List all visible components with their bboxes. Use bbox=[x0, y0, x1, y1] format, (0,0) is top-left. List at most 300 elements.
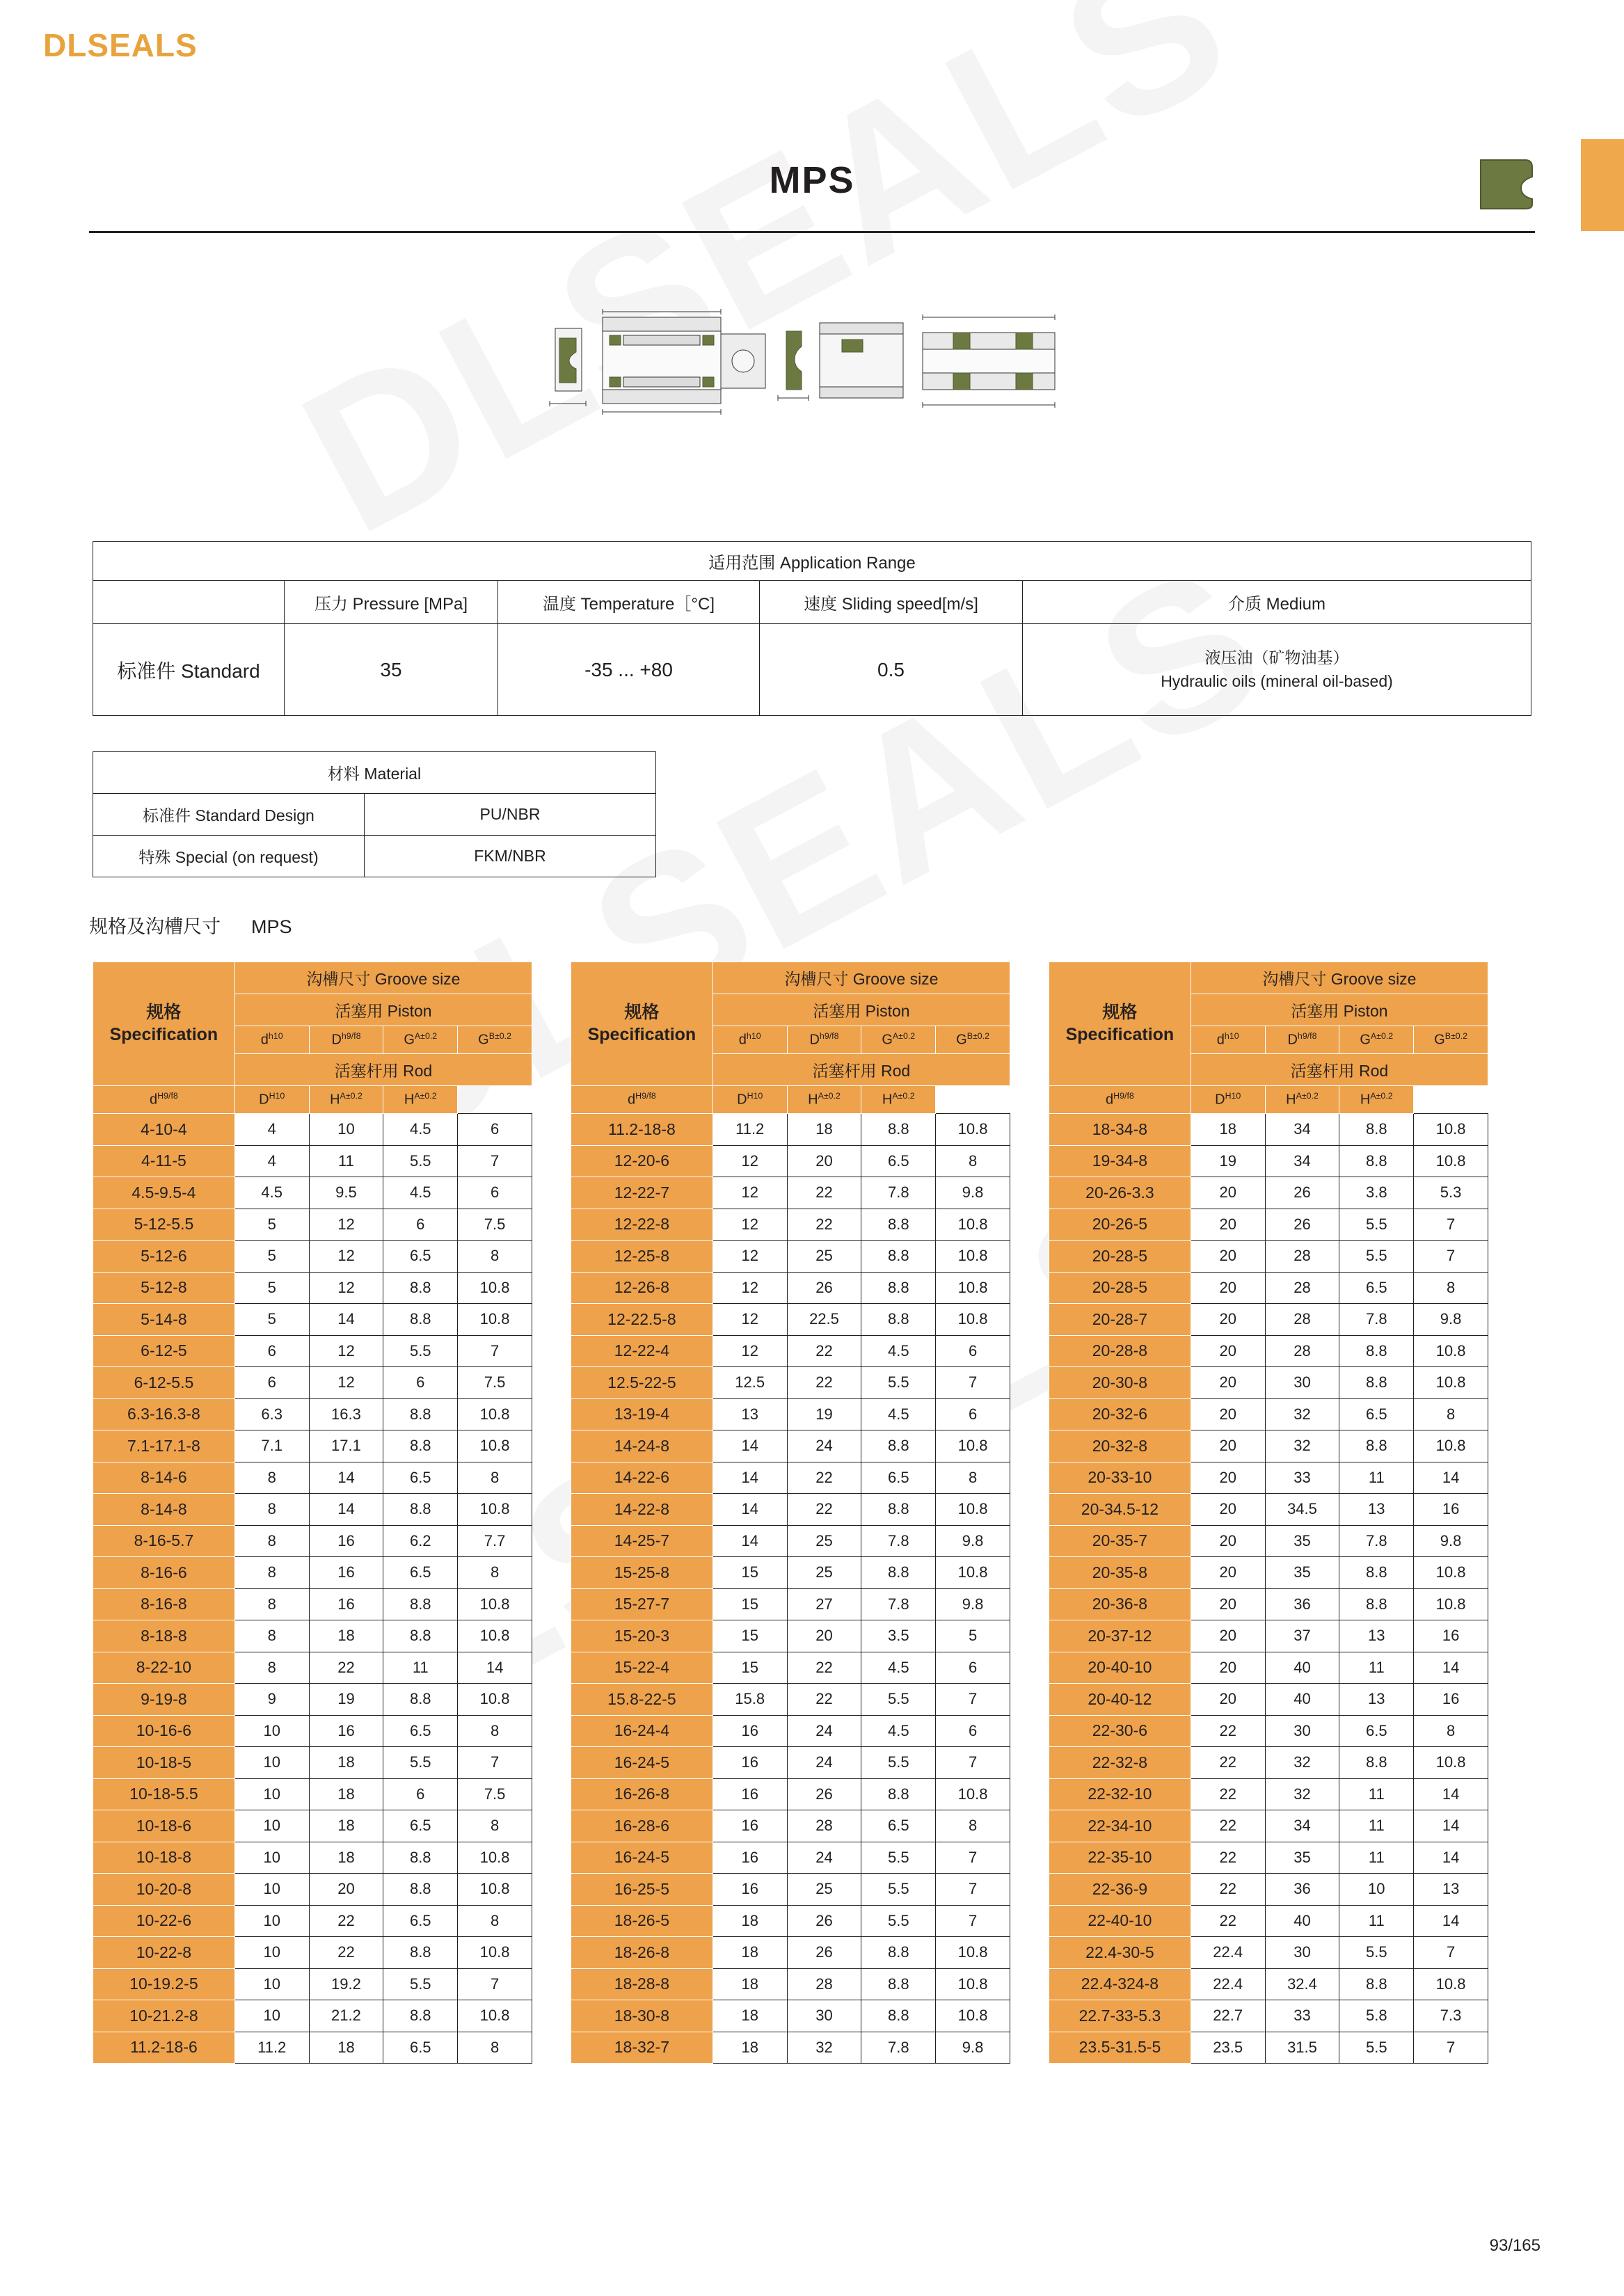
size-row-value: 7.3 bbox=[1414, 2000, 1488, 2032]
size-row-value: 20 bbox=[1191, 1620, 1265, 1652]
size-row-spec: 22-35-10 bbox=[1049, 1842, 1191, 1874]
size-row-value: 8 bbox=[936, 1462, 1010, 1494]
size-row-value: 24 bbox=[787, 1430, 861, 1462]
application-col-pressure: 压力 Pressure [MPa] bbox=[285, 581, 498, 624]
size-row-value: 25 bbox=[787, 1557, 861, 1589]
size-row-value: 14 bbox=[713, 1525, 787, 1557]
application-range-table bbox=[93, 541, 1531, 716]
size-row-value: 3.5 bbox=[861, 1620, 936, 1652]
size-row-spec: 16-24-5 bbox=[571, 1842, 713, 1874]
size-row-spec: 8-14-8 bbox=[93, 1494, 235, 1526]
size-row-value: 5.5 bbox=[1339, 2032, 1414, 2064]
size-row-value: 18 bbox=[309, 1810, 383, 1842]
size-row-value: 11 bbox=[1339, 1810, 1414, 1842]
size-row-value: 8.8 bbox=[1339, 1968, 1414, 2000]
table-row bbox=[571, 1114, 1010, 1146]
table-row bbox=[571, 1652, 1010, 1684]
size-row-value: 5.5 bbox=[861, 1874, 936, 1906]
size-row-value: 13 bbox=[1414, 1874, 1488, 1906]
size-row-value: 5.5 bbox=[861, 1367, 936, 1399]
size-row-value: 20 bbox=[1191, 1209, 1265, 1241]
table-row bbox=[93, 1145, 532, 1177]
size-row-spec: 20-32-8 bbox=[1049, 1430, 1191, 1462]
size-row-spec: 20-28-7 bbox=[1049, 1304, 1191, 1336]
size-row-value: 16 bbox=[713, 1874, 787, 1906]
size-piston-header: 活塞用 Piston bbox=[713, 994, 1010, 1026]
table-row bbox=[571, 1462, 1010, 1494]
size-row-value: 7.8 bbox=[861, 2032, 936, 2064]
size-row-value: 9.8 bbox=[936, 1525, 1010, 1557]
size-row-value: 30 bbox=[1265, 1367, 1339, 1399]
application-medium-en: Hydraulic oils (mineral oil-based) bbox=[1161, 671, 1393, 690]
size-row-value: 35 bbox=[1265, 1557, 1339, 1589]
size-row-value: 25 bbox=[787, 1241, 861, 1273]
size-row-value: 10 bbox=[234, 1778, 309, 1810]
size-row-spec: 15-20-3 bbox=[571, 1620, 713, 1652]
table-row bbox=[571, 1620, 1010, 1652]
size-row-value: 12 bbox=[713, 1209, 787, 1241]
size-row-value: 22 bbox=[1191, 1905, 1265, 1937]
size-row-value: 8.8 bbox=[861, 1430, 936, 1462]
size-row-value: 8.8 bbox=[383, 1684, 458, 1716]
size-row-value: 11.2 bbox=[234, 2032, 309, 2064]
size-row-value: 12 bbox=[713, 1145, 787, 1177]
size-col-rod-1: $D^{H10}$ bbox=[234, 1086, 309, 1114]
size-row-value: 10.8 bbox=[458, 1684, 532, 1716]
size-row-value: 10.8 bbox=[936, 2000, 1010, 2032]
size-row-spec: 10-18-6 bbox=[93, 1810, 235, 1842]
table-row bbox=[93, 1272, 532, 1304]
size-row-value: 12 bbox=[713, 1272, 787, 1304]
size-col-piston-2: $G^{A\pm 0.2}$ bbox=[861, 1026, 936, 1054]
size-row-value: 14 bbox=[1414, 1905, 1488, 1937]
size-row-spec: 11.2-18-8 bbox=[571, 1114, 713, 1146]
size-row-value: 6.5 bbox=[1339, 1272, 1414, 1304]
size-row-value: 14 bbox=[713, 1462, 787, 1494]
size-row-value: 6.5 bbox=[861, 1810, 936, 1842]
size-row-value: 10.8 bbox=[1414, 1557, 1488, 1589]
table-row bbox=[1049, 1937, 1488, 1969]
size-row-value: 7 bbox=[458, 1335, 532, 1367]
table-row bbox=[93, 1177, 532, 1209]
size-row-value: 9.5 bbox=[309, 1177, 383, 1209]
size-row-spec: 10-22-6 bbox=[93, 1905, 235, 1937]
size-col-rod-1: $D^{H10}$ bbox=[1191, 1086, 1265, 1114]
size-row-spec: 4-11-5 bbox=[93, 1145, 235, 1177]
size-row-value: 10.8 bbox=[936, 1304, 1010, 1336]
size-row-value: 26 bbox=[787, 1272, 861, 1304]
page-title: MPS bbox=[769, 159, 855, 201]
size-col-piston-0: $d^{h10}$ bbox=[234, 1026, 309, 1054]
table-row bbox=[1049, 1684, 1488, 1716]
size-row-value: 12.5 bbox=[713, 1367, 787, 1399]
size-row-value: 5.5 bbox=[1339, 1209, 1414, 1241]
size-col-rod-2: $H^{A\pm 0.2}$ bbox=[1265, 1086, 1339, 1114]
size-row-value: 8 bbox=[234, 1525, 309, 1557]
table-row bbox=[571, 2000, 1010, 2032]
size-row-spec: 10-19.2-5 bbox=[93, 1968, 235, 2000]
size-row-value: 26 bbox=[1265, 1209, 1339, 1241]
size-row-spec: 12-22-7 bbox=[571, 1177, 713, 1209]
size-row-value: 10.8 bbox=[458, 1588, 532, 1620]
table-row bbox=[93, 1241, 532, 1273]
table-row bbox=[1049, 1209, 1488, 1241]
size-row-value: 5.5 bbox=[861, 1747, 936, 1779]
size-row-value: 20 bbox=[1191, 1684, 1265, 1716]
size-row-value: 12 bbox=[713, 1304, 787, 1336]
size-row-spec: 22-30-6 bbox=[1049, 1715, 1191, 1747]
table-row bbox=[571, 1335, 1010, 1367]
size-row-spec: 7.1-17.1-8 bbox=[93, 1430, 235, 1462]
size-row-value: 6.2 bbox=[383, 1525, 458, 1557]
table-row bbox=[93, 1114, 532, 1146]
size-row-value: 5 bbox=[234, 1272, 309, 1304]
size-row-value: 10.8 bbox=[458, 1304, 532, 1336]
size-row-value: 6.5 bbox=[1339, 1398, 1414, 1430]
size-col-rod-1: $D^{H10}$ bbox=[713, 1086, 787, 1114]
size-row-value: 18 bbox=[713, 1905, 787, 1937]
size-row-value: 10.8 bbox=[458, 1272, 532, 1304]
table-row bbox=[1049, 1462, 1488, 1494]
size-col-piston-0: $d^{h10}$ bbox=[713, 1026, 787, 1054]
size-row-value: 10.8 bbox=[458, 1398, 532, 1430]
size-row-value: 10.8 bbox=[936, 1241, 1010, 1273]
size-row-value: 8 bbox=[458, 1715, 532, 1747]
size-row-value: 30 bbox=[787, 2000, 861, 2032]
product-drawing bbox=[536, 292, 1099, 445]
size-row-value: 14 bbox=[1414, 1778, 1488, 1810]
size-row-value: 6.5 bbox=[1339, 1715, 1414, 1747]
size-row-value: 35 bbox=[1265, 1842, 1339, 1874]
size-row-spec: 12-22-8 bbox=[571, 1209, 713, 1241]
size-row-spec: 10-20-8 bbox=[93, 1874, 235, 1906]
table-row bbox=[93, 1335, 532, 1367]
application-temperature-value: -35 ... +80 bbox=[498, 624, 760, 716]
size-row-value: 32.4 bbox=[1265, 1968, 1339, 2000]
size-row-value: 13 bbox=[1339, 1620, 1414, 1652]
size-row-value: 15.8 bbox=[713, 1684, 787, 1716]
size-row-value: 22.7 bbox=[1191, 2000, 1265, 2032]
size-row-value: 32 bbox=[1265, 1430, 1339, 1462]
size-row-value: 5 bbox=[234, 1241, 309, 1273]
size-row-value: 14 bbox=[713, 1430, 787, 1462]
size-col-piston-1: $D^{h9/f8}$ bbox=[1265, 1026, 1339, 1054]
size-col-piston-1: $D^{h9/f8}$ bbox=[787, 1026, 861, 1054]
table-row bbox=[571, 1177, 1010, 1209]
size-row-value: 5.5 bbox=[861, 1842, 936, 1874]
size-row-spec: 14-22-6 bbox=[571, 1462, 713, 1494]
size-rod-header: 活塞杆用 Rod bbox=[1191, 1054, 1488, 1086]
table-row bbox=[1049, 1177, 1488, 1209]
size-row-value: 4 bbox=[234, 1114, 309, 1146]
size-row-value: 22 bbox=[787, 1177, 861, 1209]
table-row bbox=[571, 1209, 1010, 1241]
size-row-value: 6.5 bbox=[861, 1462, 936, 1494]
size-row-spec: 20-26-3.3 bbox=[1049, 1177, 1191, 1209]
size-row-value: 10.8 bbox=[1414, 1968, 1488, 2000]
size-row-spec: 8-14-6 bbox=[93, 1462, 235, 1494]
size-row-value: 8 bbox=[458, 1241, 532, 1273]
table-row bbox=[571, 1905, 1010, 1937]
table-row bbox=[93, 1462, 532, 1494]
size-row-value: 16 bbox=[713, 1715, 787, 1747]
size-row-value: 11 bbox=[1339, 1905, 1414, 1937]
size-row-value: 21.2 bbox=[309, 2000, 383, 2032]
size-row-value: 10.8 bbox=[458, 1937, 532, 1969]
size-table-1 bbox=[93, 962, 532, 2064]
size-row-spec: 5-12-5.5 bbox=[93, 1209, 235, 1241]
table-row bbox=[93, 1778, 532, 1810]
size-row-spec: 9-19-8 bbox=[93, 1684, 235, 1716]
size-row-value: 14 bbox=[1414, 1462, 1488, 1494]
size-row-value: 8.8 bbox=[861, 1241, 936, 1273]
size-row-spec: 16-24-5 bbox=[571, 1747, 713, 1779]
size-row-value: 8.8 bbox=[1339, 1114, 1414, 1146]
size-row-spec: 23.5-31.5-5 bbox=[1049, 2032, 1191, 2064]
size-row-value: 3.8 bbox=[1339, 1177, 1414, 1209]
table-row bbox=[571, 1494, 1010, 1526]
size-row-value: 22 bbox=[1191, 1810, 1265, 1842]
size-row-value: 10 bbox=[234, 1810, 309, 1842]
size-row-value: 14 bbox=[309, 1462, 383, 1494]
size-row-value: 19.2 bbox=[309, 1968, 383, 2000]
table-row bbox=[1049, 1968, 1488, 2000]
size-row-spec: 20-37-12 bbox=[1049, 1620, 1191, 1652]
size-rod-header: 活塞杆用 Rod bbox=[713, 1054, 1010, 1086]
size-row-value: 40 bbox=[1265, 1652, 1339, 1684]
size-row-value: 30 bbox=[1265, 1715, 1339, 1747]
table-row bbox=[571, 1874, 1010, 1906]
size-row-value: 16 bbox=[713, 1810, 787, 1842]
size-row-value: 12 bbox=[309, 1241, 383, 1273]
table-row bbox=[1049, 1525, 1488, 1557]
size-row-value: 10.8 bbox=[936, 1778, 1010, 1810]
size-row-value: 18 bbox=[309, 1747, 383, 1779]
table-row bbox=[1049, 1715, 1488, 1747]
size-row-value: 7 bbox=[458, 1747, 532, 1779]
size-row-value: 8 bbox=[234, 1620, 309, 1652]
size-col-piston-3: $G^{B\pm 0.2}$ bbox=[936, 1026, 1010, 1054]
size-spec-header: 规格 Specification bbox=[571, 962, 713, 1086]
table-row bbox=[1049, 2000, 1488, 2032]
table-row bbox=[93, 1747, 532, 1779]
size-row-value: 11 bbox=[383, 1652, 458, 1684]
size-row-value: 15 bbox=[713, 1557, 787, 1589]
size-row-spec: 14-25-7 bbox=[571, 1525, 713, 1557]
size-row-spec: 20-40-10 bbox=[1049, 1652, 1191, 1684]
size-row-value: 6.5 bbox=[383, 1557, 458, 1589]
size-row-spec: 6.3-16.3-8 bbox=[93, 1398, 235, 1430]
size-row-spec: 8-16-5.7 bbox=[93, 1525, 235, 1557]
size-row-spec: 20-35-7 bbox=[1049, 1525, 1191, 1557]
size-row-value: 10 bbox=[234, 1937, 309, 1969]
size-row-value: 10.8 bbox=[936, 1557, 1010, 1589]
size-row-value: 8.8 bbox=[383, 2000, 458, 2032]
size-row-value: 10 bbox=[234, 1842, 309, 1874]
size-row-value: 20 bbox=[1191, 1430, 1265, 1462]
size-row-value: 8 bbox=[234, 1588, 309, 1620]
size-row-value: 5.3 bbox=[1414, 1177, 1488, 1209]
size-row-value: 8.8 bbox=[383, 1398, 458, 1430]
size-row-value: 6 bbox=[458, 1177, 532, 1209]
table-row bbox=[93, 1557, 532, 1589]
size-row-value: 10.8 bbox=[936, 1494, 1010, 1526]
size-row-value: 18 bbox=[309, 2032, 383, 2064]
size-row-value: 10.8 bbox=[458, 1494, 532, 1526]
size-row-spec: 20-35-8 bbox=[1049, 1557, 1191, 1589]
size-col-piston-2: $G^{A\pm 0.2}$ bbox=[383, 1026, 458, 1054]
size-row-value: 18 bbox=[713, 2000, 787, 2032]
size-row-value: 17.1 bbox=[309, 1430, 383, 1462]
size-row-value: 6 bbox=[936, 1335, 1010, 1367]
size-row-value: 10 bbox=[234, 1715, 309, 1747]
size-row-value: 8.8 bbox=[1339, 1557, 1414, 1589]
size-row-value: 25 bbox=[787, 1874, 861, 1906]
size-row-value: 26 bbox=[787, 1778, 861, 1810]
size-row-value: 5.5 bbox=[383, 1145, 458, 1177]
size-row-value: 7.8 bbox=[861, 1588, 936, 1620]
title-divider bbox=[89, 231, 1535, 233]
size-row-spec: 13-19-4 bbox=[571, 1398, 713, 1430]
table-row bbox=[1049, 1842, 1488, 1874]
size-row-spec: 16-25-5 bbox=[571, 1874, 713, 1906]
size-row-spec: 18-30-8 bbox=[571, 2000, 713, 2032]
size-row-value: 6 bbox=[383, 1209, 458, 1241]
size-col-piston-2: $G^{A\pm 0.2}$ bbox=[1339, 1026, 1414, 1054]
application-pressure-value: 35 bbox=[285, 624, 498, 716]
size-row-value: 7.5 bbox=[458, 1209, 532, 1241]
size-row-value: 8.8 bbox=[861, 1272, 936, 1304]
size-row-value: 20 bbox=[1191, 1335, 1265, 1367]
size-row-value: 19 bbox=[787, 1398, 861, 1430]
size-row-spec: 15-25-8 bbox=[571, 1557, 713, 1589]
size-row-value: 20 bbox=[1191, 1241, 1265, 1273]
size-row-value: 7.8 bbox=[861, 1525, 936, 1557]
size-row-value: 28 bbox=[1265, 1304, 1339, 1336]
size-row-value: 12 bbox=[713, 1241, 787, 1273]
size-row-value: 5.5 bbox=[1339, 1937, 1414, 1969]
spec-heading bbox=[89, 911, 292, 939]
size-row-spec: 20-28-5 bbox=[1049, 1272, 1191, 1304]
size-row-value: 8 bbox=[458, 2032, 532, 2064]
size-row-value: 5.5 bbox=[383, 1968, 458, 2000]
size-row-value: 8.8 bbox=[383, 1842, 458, 1874]
size-row-spec: 22-36-9 bbox=[1049, 1874, 1191, 1906]
table-row bbox=[1049, 1905, 1488, 1937]
size-row-value: 8.8 bbox=[1339, 1145, 1414, 1177]
size-row-value: 8 bbox=[458, 1905, 532, 1937]
application-col-medium: 介质 Medium bbox=[1023, 581, 1531, 624]
size-row-value: 9.8 bbox=[1414, 1304, 1488, 1336]
size-row-value: 5.8 bbox=[1339, 2000, 1414, 2032]
size-row-value: 16.3 bbox=[309, 1398, 383, 1430]
size-row-value: 40 bbox=[1265, 1905, 1339, 1937]
size-row-value: 8.8 bbox=[383, 1304, 458, 1336]
size-row-value: 6 bbox=[383, 1778, 458, 1810]
size-row-value: 13 bbox=[713, 1398, 787, 1430]
size-row-spec: 5-14-8 bbox=[93, 1304, 235, 1336]
size-row-spec: 22-34-10 bbox=[1049, 1810, 1191, 1842]
size-row-value: 5 bbox=[936, 1620, 1010, 1652]
table-row bbox=[571, 1145, 1010, 1177]
size-row-value: 10 bbox=[234, 1905, 309, 1937]
size-row-value: 5.5 bbox=[1339, 1241, 1414, 1273]
size-row-value: 6.5 bbox=[383, 1810, 458, 1842]
table-row bbox=[1049, 1494, 1488, 1526]
size-col-rod-3: $H^{A\pm 0.2}$ bbox=[1339, 1086, 1414, 1114]
size-row-value: 16 bbox=[1414, 1494, 1488, 1526]
size-row-spec: 14-22-8 bbox=[571, 1494, 713, 1526]
table-row bbox=[1049, 1241, 1488, 1273]
size-row-value: 8.8 bbox=[861, 1114, 936, 1146]
size-row-value: 7 bbox=[936, 1684, 1010, 1716]
size-row-value: 20 bbox=[1191, 1652, 1265, 1684]
spec-heading-text: 规格及沟槽尺寸 bbox=[89, 916, 221, 937]
table-row bbox=[93, 1715, 532, 1747]
size-row-spec: 18-26-5 bbox=[571, 1905, 713, 1937]
size-row-value: 15 bbox=[713, 1652, 787, 1684]
size-row-spec: 20-26-5 bbox=[1049, 1209, 1191, 1241]
size-row-value: 6 bbox=[234, 1335, 309, 1367]
size-row-value: 7 bbox=[1414, 2032, 1488, 2064]
size-row-spec: 10-18-8 bbox=[93, 1842, 235, 1874]
size-row-value: 8.8 bbox=[861, 2000, 936, 2032]
size-row-value: 16 bbox=[713, 1842, 787, 1874]
size-row-value: 22 bbox=[1191, 1778, 1265, 1810]
size-row-value: 22 bbox=[787, 1462, 861, 1494]
size-row-spec: 18-26-8 bbox=[571, 1937, 713, 1969]
size-row-spec: 18-32-7 bbox=[571, 2032, 713, 2064]
size-row-value: 5.5 bbox=[861, 1905, 936, 1937]
size-row-value: 20 bbox=[1191, 1494, 1265, 1526]
table-row bbox=[1049, 1145, 1488, 1177]
table-row bbox=[93, 1620, 532, 1652]
material-row-0-label: 标准件 Standard Design bbox=[93, 794, 365, 836]
size-row-value: 14 bbox=[309, 1304, 383, 1336]
size-row-value: 18 bbox=[713, 1937, 787, 1969]
size-row-value: 16 bbox=[713, 1778, 787, 1810]
size-row-value: 22 bbox=[309, 1652, 383, 1684]
size-row-value: 22 bbox=[787, 1367, 861, 1399]
size-row-value: 8.8 bbox=[1339, 1747, 1414, 1779]
size-table-3 bbox=[1049, 962, 1488, 2064]
size-row-value: 22 bbox=[787, 1209, 861, 1241]
size-row-value: 6.5 bbox=[383, 1905, 458, 1937]
size-row-value: 34.5 bbox=[1265, 1494, 1339, 1526]
table-row bbox=[571, 1304, 1010, 1336]
size-row-spec: 6-12-5.5 bbox=[93, 1367, 235, 1399]
size-row-value: 22.4 bbox=[1191, 1937, 1265, 1969]
size-row-value: 18 bbox=[787, 1114, 861, 1146]
size-row-value: 20 bbox=[1191, 1304, 1265, 1336]
size-row-value: 8 bbox=[458, 1810, 532, 1842]
size-row-value: 8 bbox=[1414, 1272, 1488, 1304]
size-row-value: 14 bbox=[309, 1494, 383, 1526]
size-row-value: 7.5 bbox=[458, 1778, 532, 1810]
size-row-value: 8.8 bbox=[861, 1304, 936, 1336]
size-row-value: 11 bbox=[1339, 1652, 1414, 1684]
size-row-value: 8 bbox=[936, 1810, 1010, 1842]
size-row-value: 8.8 bbox=[861, 1778, 936, 1810]
size-row-value: 15 bbox=[713, 1620, 787, 1652]
size-row-value: 8.8 bbox=[383, 1937, 458, 1969]
table-row bbox=[93, 1367, 532, 1399]
size-row-value: 10 bbox=[234, 1747, 309, 1779]
size-row-value: 27 bbox=[787, 1588, 861, 1620]
size-row-spec: 22-32-10 bbox=[1049, 1778, 1191, 1810]
size-row-value: 4.5 bbox=[861, 1652, 936, 1684]
size-row-value: 10.8 bbox=[458, 1620, 532, 1652]
